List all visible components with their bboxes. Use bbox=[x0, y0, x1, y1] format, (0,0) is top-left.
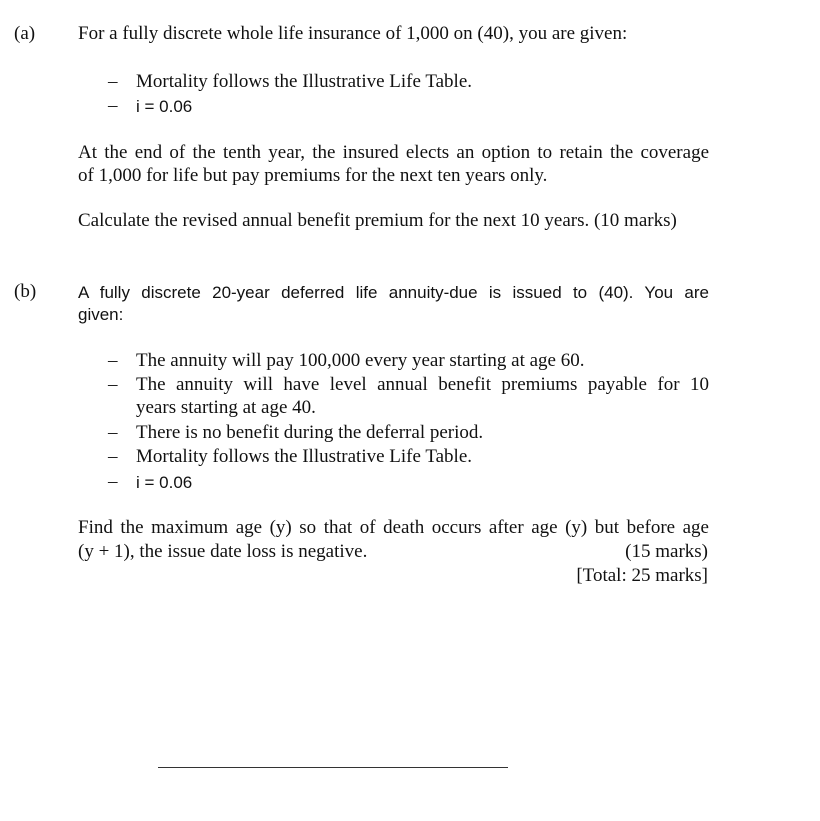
part-b-marks: (15 marks) bbox=[625, 541, 708, 562]
part-a-task: Calculate the revised annual benefit premium for the next 10 years. (10 marks) bbox=[78, 210, 677, 231]
bullet-dash: – bbox=[108, 446, 118, 467]
part-a-intro: For a fully discrete whole life insurance of 1,000 on (40), you are given: bbox=[78, 23, 628, 44]
part-b-task-line-1: Find the maximum age (y) so that of death occurs after age (y) but before age bbox=[78, 517, 709, 538]
part-a-bullet-2: i = 0.06 bbox=[136, 97, 193, 116]
part-a-label: (a) bbox=[14, 23, 36, 44]
part-a-bullet-1: Mortality follows the Illustrative Life Table. bbox=[136, 71, 473, 92]
bullet-dash: – bbox=[108, 422, 118, 443]
part-b-bullet-4: Mortality follows the Illustrative Life Table. bbox=[136, 446, 473, 467]
footer-divider bbox=[158, 767, 508, 768]
part-b-bullet-3: There is no benefit during the deferral period. bbox=[136, 422, 484, 443]
part-b-bullet-5: i = 0.06 bbox=[136, 473, 193, 492]
part-b-bullet-2-cont: years starting at age 40. bbox=[136, 397, 316, 418]
part-b-intro-line-2: given: bbox=[78, 305, 124, 324]
part-b-task-line-2: (y + 1), the issue date loss is negative. bbox=[78, 541, 368, 562]
total-marks: [Total: 25 marks] bbox=[576, 565, 708, 586]
bullet-dash: – bbox=[108, 374, 118, 395]
part-b-intro-line-1: A fully discrete 20-year deferred life annuity-due is issued to (40). You are bbox=[78, 283, 709, 302]
part-b-bullet-1: The annuity will pay 100,000 every year starting at age 60. bbox=[136, 350, 585, 371]
part-a-body-line-2: of 1,000 for life but pay premiums for the next ten years only. bbox=[78, 165, 548, 186]
part-b-label: (b) bbox=[14, 281, 37, 302]
bullet-dash: – bbox=[108, 350, 118, 371]
bullet-dash: – bbox=[108, 471, 118, 492]
bullet-dash: – bbox=[108, 95, 118, 116]
bullet-dash: – bbox=[108, 71, 118, 92]
part-b-bullet-2: The annuity will have level annual benefit premiums payable for 10 bbox=[136, 374, 709, 395]
part-a-body-line-1: At the end of the tenth year, the insured elects an option to retain the coverage bbox=[78, 142, 709, 163]
